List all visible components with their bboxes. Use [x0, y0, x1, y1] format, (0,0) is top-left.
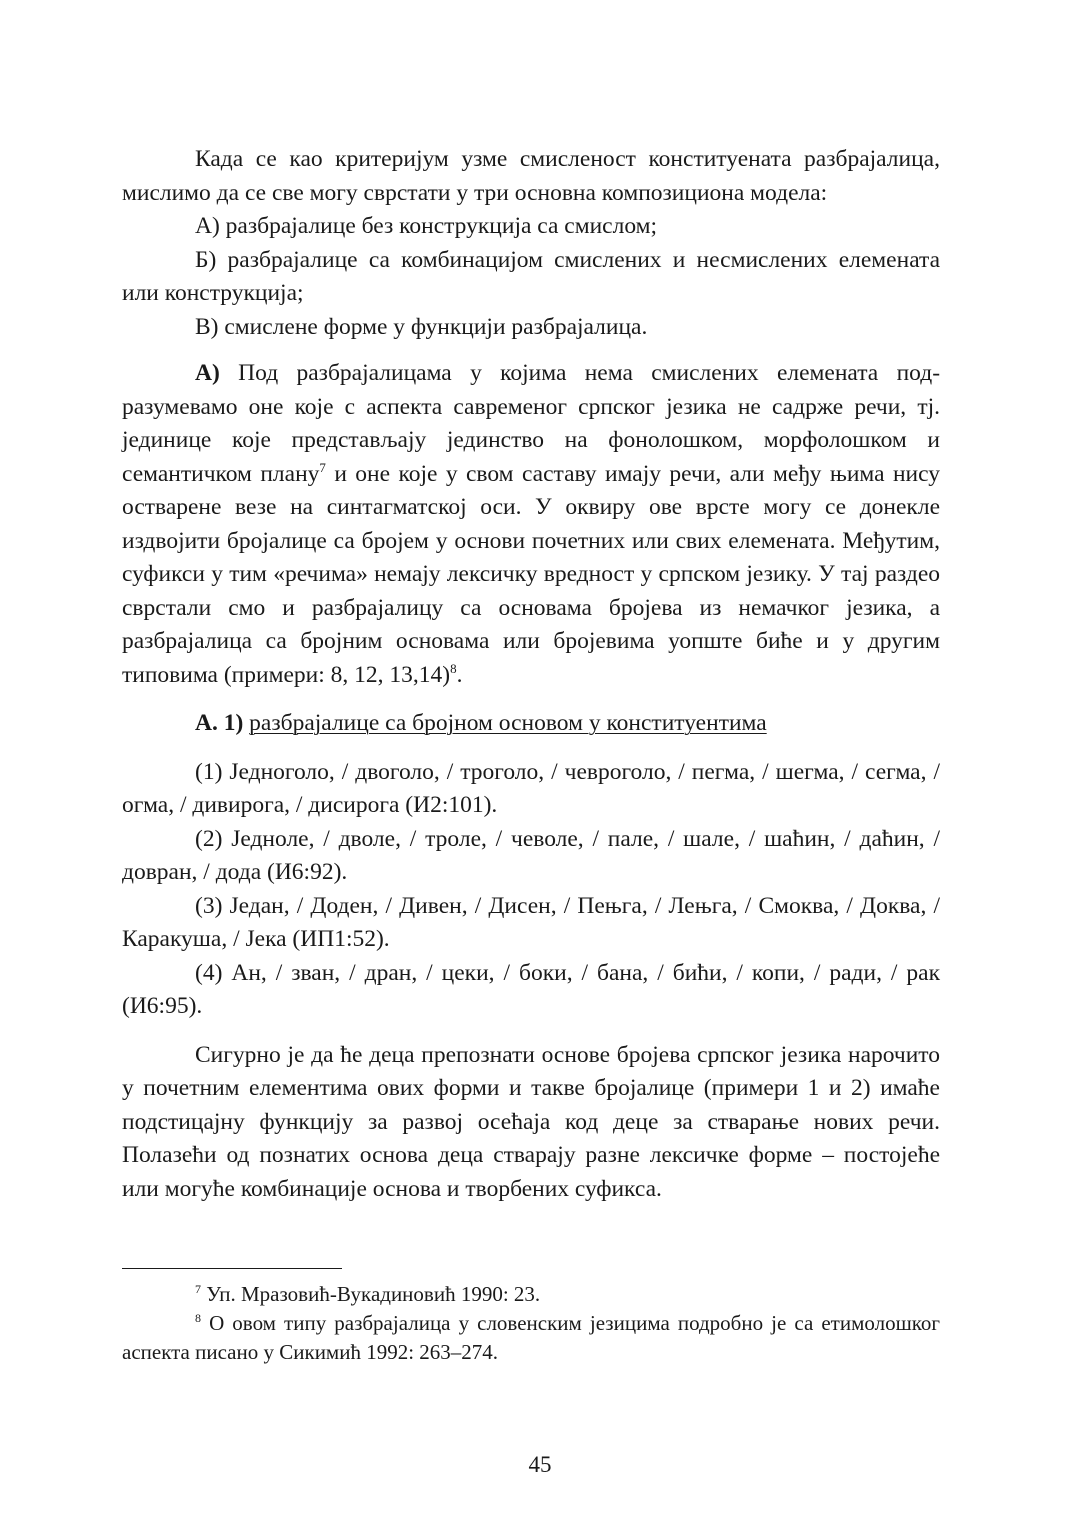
- subsection-a1-label: А. 1): [195, 710, 244, 736]
- example-1: (1) Једноголо, / двоголо, / троголо, / чевроголо, / пегма, / шегма, / сегма, / огма, / дивирога, / дисирога (И2:101).: [122, 758, 940, 818]
- main-text: [122, 143, 940, 1206]
- intro-paragraph: Када се као критеријум узме смисленост конституената разбрајалица, мислимо да се све могу сврстати у три основна композициона модела:: [122, 146, 940, 206]
- section-a-text-2: и оне које у свом саставу имају речи, али међу њима нису остварене везе на синтагматској оси. У оквиру ове врсте могу се донекле издвојити бројалице са бројем у основи почетних или свих елемената. Међутим, суфикси у тим «речима» немају лексичку вредност у српском језику. У тај раздео сврстали смо и разбрајалицу са основама бројева из немачког језика, а разбрајалица са бројним основама или бројевима уопште биће и у другим типовима (примери: 8, 12, 13,14): [122, 460, 940, 688]
- footnote-separator: [122, 1268, 342, 1269]
- footnote-7: [122, 1280, 940, 1309]
- section-a-label: А): [195, 360, 220, 386]
- section-a-text-1: Под разбрајалицама у којима нема смислених елемената подразумевамо оне које с аспекта савременог српског језика не садрже речи, тј. јединице које представљају јединство на фонолошком, морфолошком и семантичком плану: [122, 360, 941, 487]
- section-a-paragraph: [122, 357, 940, 692]
- footnote-8: [122, 1309, 940, 1367]
- section-a-text-end: .: [456, 661, 463, 688]
- footnotes: [122, 1280, 940, 1367]
- subsection-a1-heading: [122, 707, 940, 741]
- model-c: В) смислене форме у функцији разбрајалица.: [195, 313, 648, 340]
- footnote-ref-8[interactable]: 8: [450, 660, 457, 676]
- footnote-ref-7[interactable]: 7: [319, 459, 326, 475]
- footnote-8-text: О овом типу разбрајалица у словенским језицима подробно је са етимолошког аспекта писано у Сикимић 1992: 263–274.: [122, 1311, 940, 1364]
- footnote-8-number: 8: [195, 1311, 201, 1325]
- footnote-7-text: Уп. Мразовић-Вукадиновић 1990: 23.: [206, 1282, 541, 1306]
- conclusion-paragraph: Сигурно је да ће деца препознати основе бројева српског језика нарочито у почетним елементима ових форми и такве бројалице (примери 1 и 2) имаће подстицајну функцију за развој осећаја код деце за стварање нових речи. Полазећи од познатих основа деца стварају разне лексичке форме – постојеће или могуће комбинације основа и творбених суфикса.: [122, 1041, 940, 1202]
- page-number: 45: [528, 1452, 552, 1477]
- footnote-7-number: 7: [195, 1282, 201, 1296]
- example-2: (2) Једноле, / дволе, / троле, / чеволе, / пале, / шале, / шаћин, / даћин, / довран, / дода (И6:92).: [122, 825, 940, 885]
- example-3: (3) Једaн, / Доден, / Дивен, / Дисен, / Пењга, / Лењга, / Смоква, / Доква, / Каракуша, / Јека (ИП1:52).: [122, 892, 940, 952]
- subsection-a1-title: разбрајалице са бројном основом у конституентима: [249, 710, 767, 736]
- model-b: Б) разбрајалице са комбинацијом смислених и несмислених елемената или конструкција;: [122, 246, 940, 306]
- example-4: (4) Ан, / зван, / дран, / цеки, / боки, / бана, / бићи, / копи, / ради, / рак (И6:95).: [122, 959, 940, 1019]
- model-a: А) разбрајалице без конструкција са смислом;: [195, 213, 658, 239]
